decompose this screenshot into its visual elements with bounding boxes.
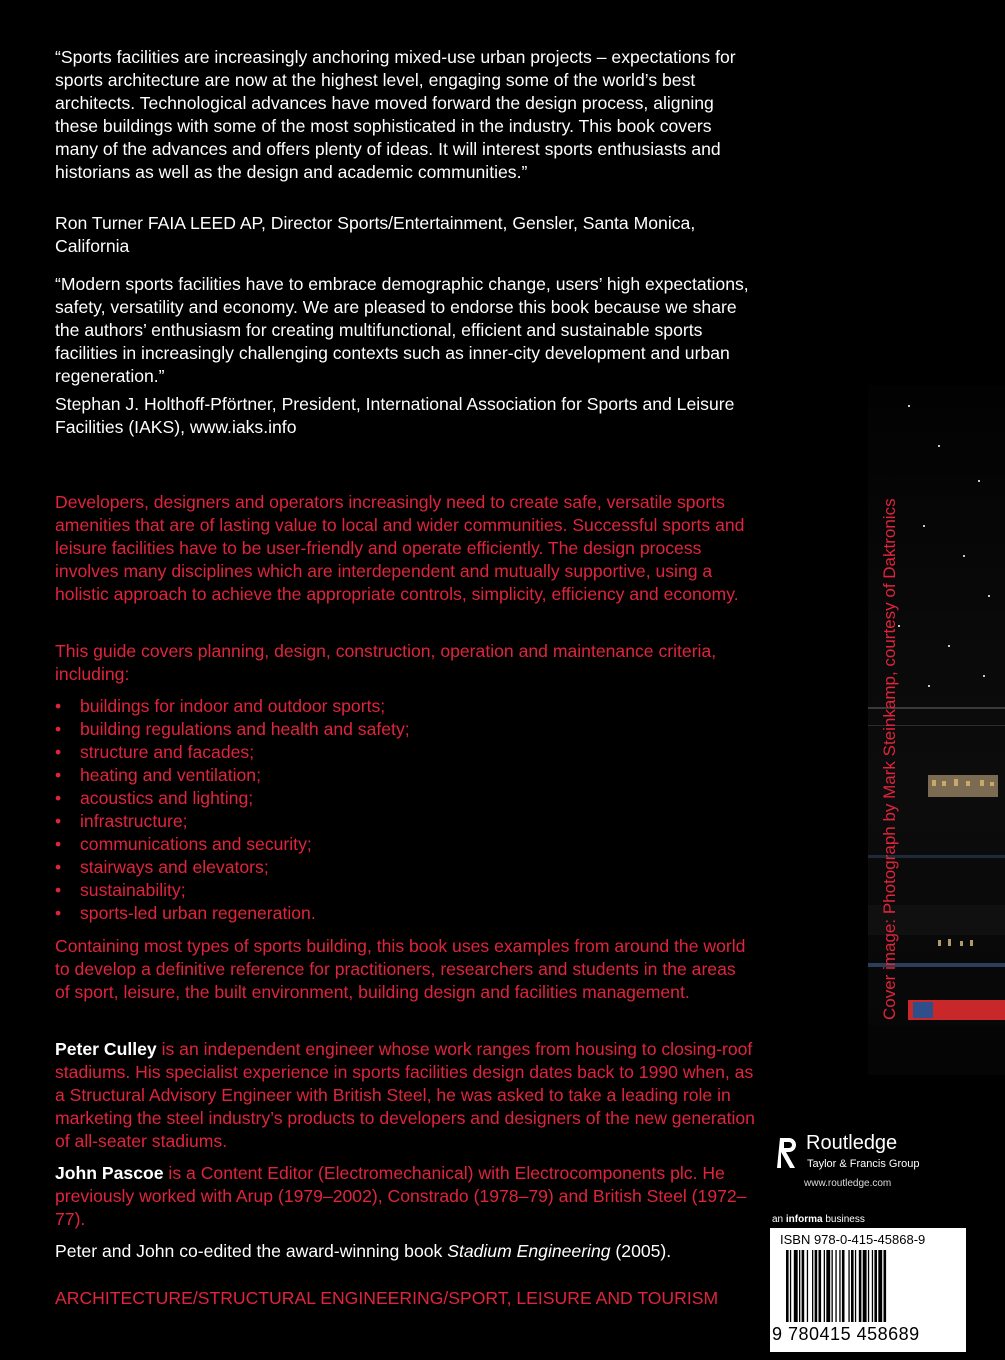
routledge-logo-icon [772, 1132, 802, 1174]
coedited-note [55, 1240, 755, 1263]
author-name: Peter Culley [55, 1039, 157, 1059]
barcode-bar [790, 1250, 791, 1322]
description-closing: Containing most types of sports building, this book uses examples from around the world to develop a definitive reference for practitioners, researchers and students in the areas of sport, leisure, the built environment, building design and facilities management. [55, 936, 746, 1002]
barcode-bar [812, 1250, 813, 1322]
barcode-bar [826, 1250, 830, 1322]
topics-list [55, 695, 755, 925]
barcode-bar [872, 1250, 873, 1322]
list-item: • heating and ventilation; [55, 764, 755, 787]
guide-intro: This guide covers planning, design, construction, operation and maintenance criteria, including: [55, 641, 717, 684]
list-item: • acoustics and lighting; [55, 787, 755, 810]
barcode-bar [878, 1250, 882, 1322]
barcode-bar [868, 1250, 869, 1322]
publisher-name: Routledge [806, 1132, 898, 1154]
list-item: • stairways and elevators; [55, 856, 755, 879]
informa-prefix: an [772, 1214, 786, 1225]
barcode-bar [851, 1250, 854, 1322]
barcode-bar [794, 1250, 798, 1322]
barcode-bar [848, 1250, 849, 1322]
barcode-bar [824, 1250, 825, 1322]
publisher-group: Taylor & Francis Group [807, 1158, 920, 1170]
barcode-bar [874, 1250, 877, 1322]
barcode-bar [884, 1250, 887, 1322]
author-name: John Pascoe [55, 1163, 164, 1183]
author-bio-text: is an independent engineer whose work ranges from housing to closing-roof stadiums. His specialist experience in sports facilities design dates back to 1990 when, as a Structural Advisory Engineer with British Steel, he was asked to take a leading role in marketing the steel industry’s products to developers and designers of the new generation of all-seater stadiums. [55, 1039, 755, 1151]
informa-tagline [772, 1214, 865, 1225]
author-bio-peter [55, 1038, 755, 1153]
barcode-bar [839, 1250, 840, 1322]
list-item: • buildings for indoor and outdoor sports; [55, 695, 755, 718]
endorsement-quote-2: “Modern sports facilities have to embrace demographic change, users’ high expectations, safety, versatility and economy. We are pleased to endorse this book because we share the authors’ enthusiasm for creating multifunctional, efficient and sustainable sports facilities in increasingly challenging contexts such as inner-city development and urban regeneration.” [55, 274, 749, 386]
barcode-bar [859, 1250, 862, 1322]
barcode-bar [832, 1250, 833, 1322]
coedited-year: (2005). [610, 1241, 672, 1261]
barcode-number: 9 780415 458689 [772, 1324, 920, 1344]
list-item: • communications and security; [55, 833, 755, 856]
description-intro: Developers, designers and operators increasingly need to create safe, versatile sports amenities that are of lasting value to local and wider communities. Successful sports and leisure facilities have to be user-friendly and operate efficiently. The design process involves many disciplines which are interdependent and mutually supportive, using a holistic approach to achieve the appropriate controls, simplicity, efficiency and economy. [55, 492, 745, 604]
barcode-bar [799, 1250, 800, 1322]
isbn-barcode-box [770, 1228, 966, 1352]
barcode-bar [815, 1250, 818, 1322]
list-item: • sustainability; [55, 879, 755, 902]
list-item: • building regulations and health and safety; [55, 718, 755, 741]
barcode-graphic [784, 1250, 959, 1330]
barcode-bar [855, 1250, 856, 1322]
barcode-bar [819, 1250, 822, 1322]
barcode-bar [802, 1250, 805, 1322]
informa-brand: informa [785, 1214, 823, 1225]
endorsement-attribution-1: Ron Turner FAIA LEED AP, Director Sports/Entertainment, Gensler, Santa Monica, California [55, 213, 696, 256]
isbn-label: ISBN 978-0-415-45868-9 [780, 1232, 926, 1247]
barcode-bar [786, 1250, 789, 1322]
barcode-bar [863, 1250, 867, 1322]
list-item: • sports-led urban regeneration. [55, 902, 755, 925]
list-item: • infrastructure; [55, 810, 755, 833]
barcode-bar [842, 1250, 845, 1322]
publisher-url: www.routledge.com [804, 1178, 892, 1189]
subject-category: ARCHITECTURE/STRUCTURAL ENGINEERING/SPORT, LEISURE AND TOURISM [55, 1288, 719, 1308]
list-item: • structure and facades; [55, 741, 755, 764]
book-title: Stadium Engineering [447, 1241, 611, 1261]
endorsement-attribution-2: Stephan J. Holthoff-Pförtner, President, International Association for Sports and Leisure Facilities (IAKS), www.iaks.info [55, 394, 735, 437]
author-bio-john [55, 1162, 755, 1231]
coedited-text: Peter and John co-edited the award-winning book [55, 1241, 448, 1261]
barcode-bar [835, 1250, 836, 1322]
author-bio-text: is a Content Editor (Electromechanical) with Electrocomponents plc. He previously worked with Arup (1979–2002), Constrado (1978–79) and British Steel (1972–77). [55, 1163, 747, 1229]
endorsement-quote-1: “Sports facilities are increasingly anchoring mixed-use urban projects – expectations for sports architecture are now at the highest level, engaging some of the world’s best architects. Technological advances have moved forward the design process, aligning these buildings with some of the most sophisticated in the industry. This book covers many of the advances and offers plenty of ideas. It will interest sports enthusiasts and historians as well as the design and academic communities.” [55, 47, 736, 182]
informa-suffix: business [822, 1214, 865, 1225]
barcode-bar [807, 1250, 808, 1322]
cover-image-credit: Cover image: Photograph by Mark Steinkamp, courtesy of Daktronics [880, 498, 899, 1020]
publisher-logo [772, 1132, 972, 1192]
